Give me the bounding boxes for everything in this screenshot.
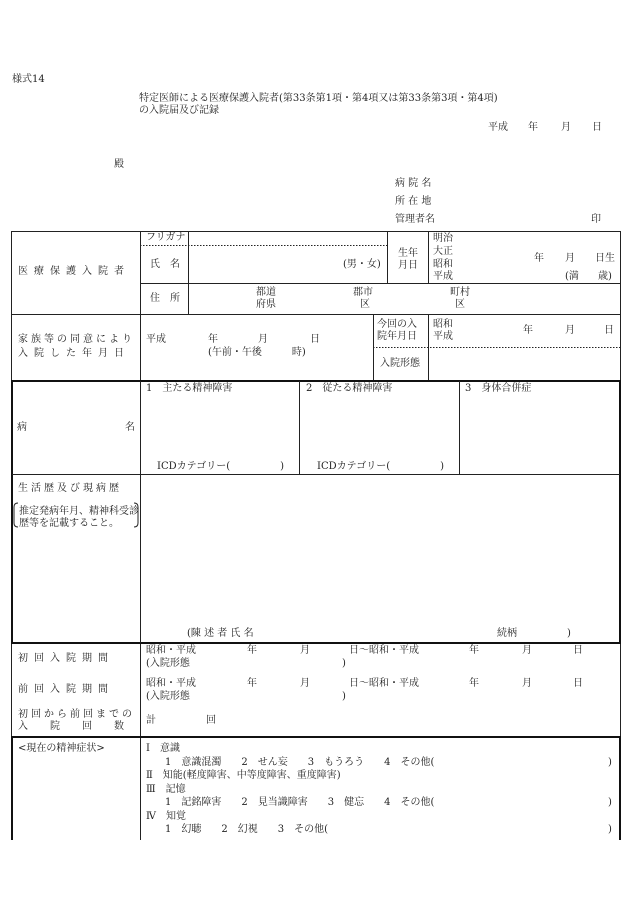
- first-start-month: 月: [300, 645, 310, 656]
- diagnosis-label-left: 病: [17, 422, 27, 433]
- birth-year: 年: [534, 253, 544, 264]
- relation-label: 続柄: [497, 628, 517, 639]
- name-label: 氏 名: [150, 259, 180, 270]
- prev-start-month: 月: [300, 678, 310, 689]
- address-city-1: 郡市: [353, 287, 373, 298]
- address-prefecture-2: 府県: [256, 299, 276, 310]
- first-admission-label: 初回入院期間: [18, 653, 114, 664]
- prev-end-year: 年: [469, 678, 479, 689]
- birth-label-2: 月日: [398, 260, 418, 271]
- prev-start-year: 年: [247, 678, 257, 689]
- prev-type-open: (入院形態: [146, 691, 190, 702]
- patient-section-label: 医療保護入院者: [18, 266, 130, 277]
- symptom-memory: Ⅲ 記憶: [146, 784, 186, 795]
- address-city-2: 区: [360, 299, 370, 310]
- form-title-line2: の入院届及び記録: [139, 105, 219, 116]
- primary-disorder-header: 1 主たる精神障害: [146, 383, 233, 394]
- date-year: 年: [528, 122, 538, 133]
- current-admission-label-1: 今回の入: [377, 319, 417, 330]
- date-day: 日: [592, 122, 602, 133]
- sex-choice[interactable]: (男・女): [343, 259, 381, 270]
- admission-total-label: 計: [146, 715, 156, 726]
- first-type-close: ): [342, 658, 346, 669]
- symptom-perception-options[interactable]: 1 幻聴 2 幻視 3 その他(: [165, 824, 328, 835]
- first-end-month: 月: [522, 645, 532, 656]
- previous-admission-label: 前回入院期間: [18, 684, 114, 695]
- current-year: 年: [523, 325, 533, 336]
- consciousness-other-close: ): [608, 757, 612, 768]
- furigana-label: フリガナ: [146, 232, 186, 243]
- location-label: 所 在 地: [395, 196, 432, 207]
- current-era-showa[interactable]: 昭和: [433, 319, 453, 330]
- birth-label-1: 生年: [398, 248, 418, 259]
- primary-icd-field[interactable]: ICDカテゴリー( ): [157, 461, 285, 472]
- narrator-name-label: (陳 述 者 氏 名: [187, 628, 254, 639]
- history-label: 生活歴及び現病歴: [18, 483, 122, 494]
- prev-type-close: ): [342, 691, 346, 702]
- physical-comorbidity-header: 3 身体合併症: [465, 383, 532, 394]
- consent-time: (午前・午後 時): [208, 347, 306, 358]
- current-month: 月: [565, 325, 575, 336]
- secondary-icd-field[interactable]: ICDカテゴリー( ): [317, 461, 445, 472]
- addressee-suffix: 殿: [114, 159, 124, 170]
- manager-name-label: 管理者名: [395, 214, 435, 225]
- date-month: 月: [561, 122, 571, 133]
- narrator-close: ): [567, 628, 571, 639]
- address-prefecture-1: 都道: [256, 287, 276, 298]
- current-admission-label-2: 院年月日: [377, 331, 417, 342]
- age-open: (満: [565, 271, 579, 282]
- secondary-disorder-header: 2 従たる精神障害: [306, 383, 393, 394]
- first-end-year: 年: [469, 645, 479, 656]
- era-showa[interactable]: 昭和: [433, 259, 453, 270]
- symptom-perception: Ⅳ 知覚: [146, 811, 186, 822]
- address-label: 住 所: [150, 293, 180, 304]
- birth-day: 日生: [595, 253, 615, 264]
- admission-times-label: 回: [206, 715, 216, 726]
- current-symptoms-label: <現在の精神症状>: [18, 743, 105, 754]
- consent-era: 平成: [146, 334, 166, 345]
- admission-count-label-2: 入院回数: [18, 721, 146, 732]
- consent-label-1: 家族等の同意により: [18, 334, 135, 345]
- era-meiji[interactable]: 明治: [433, 233, 453, 244]
- symptom-intelligence[interactable]: Ⅱ 知能(軽度障害、中等度障害、重度障害): [146, 770, 341, 781]
- symptom-consciousness: Ⅰ 意識: [146, 743, 180, 754]
- consent-label-2: 入院した年月日: [18, 348, 130, 359]
- perception-other-close: ): [608, 824, 612, 835]
- prev-end-month: 月: [522, 678, 532, 689]
- current-day: 日: [604, 325, 614, 336]
- first-type-open: (入院形態: [146, 658, 190, 669]
- seal-mark: 印: [591, 214, 601, 225]
- age-close: 歳): [598, 271, 612, 282]
- birth-month: 月: [565, 253, 575, 264]
- prev-end-era: 日〜昭和・平成: [349, 678, 419, 689]
- admission-type-label: 入院形態: [380, 358, 420, 369]
- form-number: 様式14: [12, 74, 45, 85]
- history-note-1: 推定発病年月、精神科受診: [19, 506, 139, 517]
- prev-end-day: 日: [573, 678, 583, 689]
- admission-count-label-1: 初回から前回までの: [18, 709, 135, 720]
- current-era-heisei[interactable]: 平成: [433, 331, 453, 342]
- hospital-name-label: 病 院 名: [395, 178, 432, 189]
- history-note-2: 歴等を記載すること。: [19, 518, 119, 529]
- symptom-consciousness-options[interactable]: 1 意識混濁 2 せん妄 3 もうろう 4 その他(: [165, 757, 435, 768]
- symptom-memory-options[interactable]: 1 記銘障害 2 見当識障害 3 健忘 4 その他(: [165, 797, 435, 808]
- consent-day: 日: [310, 334, 320, 345]
- first-start-year: 年: [247, 645, 257, 656]
- address-town-2: 区: [455, 299, 465, 310]
- consent-month: 月: [258, 334, 268, 345]
- first-end-era: 日〜昭和・平成: [349, 645, 419, 656]
- first-start-era: 昭和・平成: [146, 645, 196, 656]
- date-era: 平成: [488, 122, 508, 133]
- address-town-1: 町村: [450, 287, 470, 298]
- era-taisho[interactable]: 大正: [433, 246, 453, 257]
- prev-start-era: 昭和・平成: [146, 678, 196, 689]
- era-heisei[interactable]: 平成: [433, 271, 453, 282]
- form-title-line1: 特定医師による医療保護入院者(第33条第1項・第4項又は第33条第3項・第4項): [139, 93, 498, 104]
- first-end-day: 日: [573, 645, 583, 656]
- diagnosis-label-right: 名: [125, 422, 135, 433]
- consent-year: 年: [208, 334, 218, 345]
- memory-other-close: ): [608, 797, 612, 808]
